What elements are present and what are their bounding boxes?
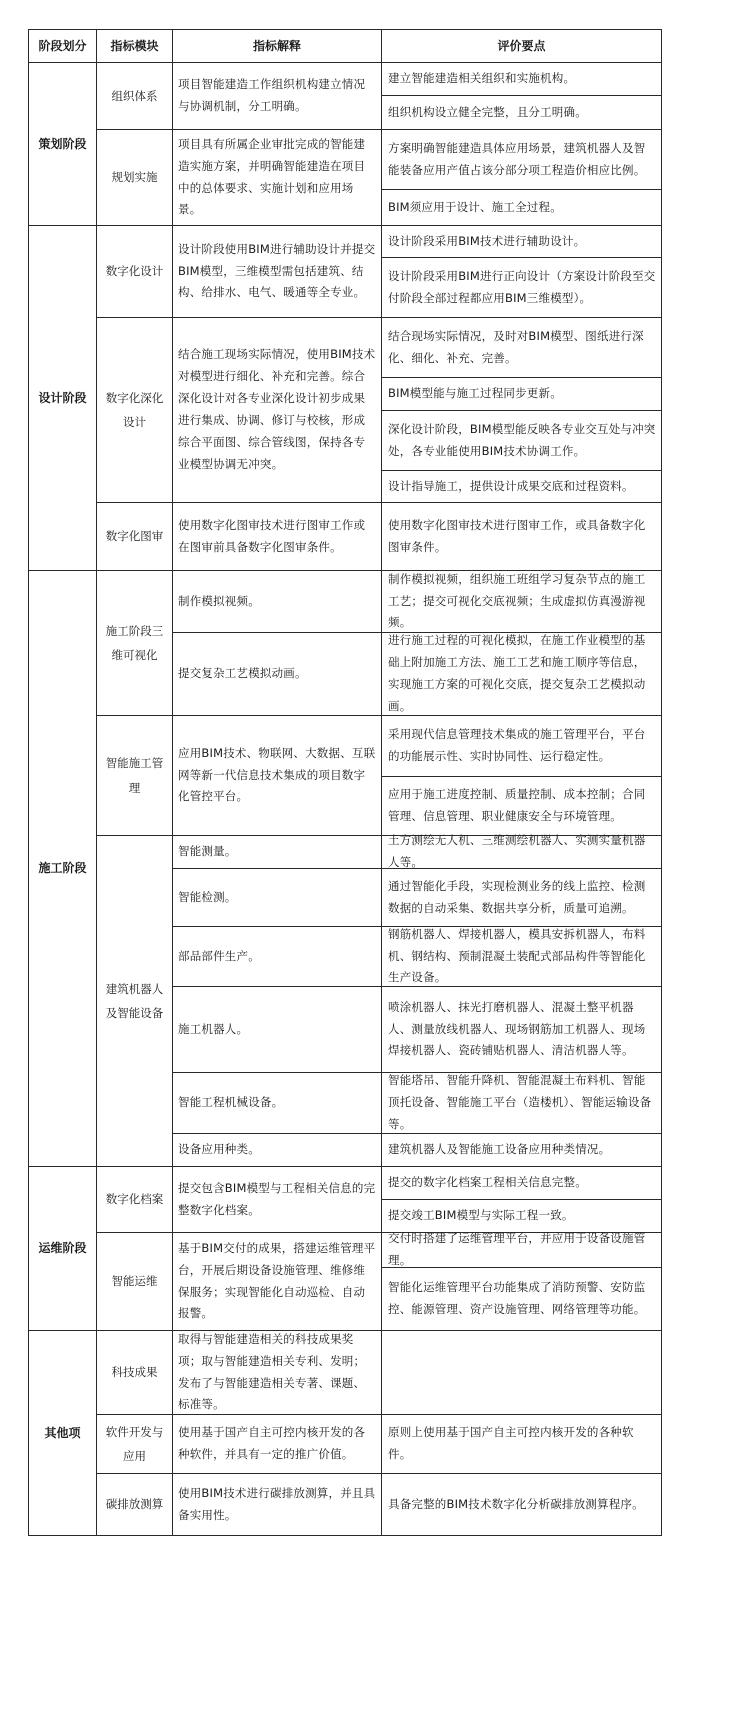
point-cell: 采用现代信息管理技术集成的施工管理平台，平台的功能展示性、实时协同性、运行稳定性。 [381, 715, 662, 777]
explanation-cell: 制作模拟视频。 [172, 570, 382, 633]
header-point: 评价要点 [381, 29, 662, 63]
point-cell: 交付时搭建了运维管理平台，并应用于设备设施管理。 [381, 1232, 662, 1268]
explanation-cell: 应用BIM技术、物联网、大数据、互联网等新一代信息技术集成的项目数字化管控平台。 [172, 715, 382, 836]
header-stage: 阶段划分 [28, 29, 97, 63]
point-cell: 通过智能化手段，实现检测业务的线上监控、检测数据的自动采集、数据共享分析，质量可追溯。 [381, 868, 662, 927]
explanation-cell: 智能检测。 [172, 868, 382, 927]
point-cell: 方案明确智能建造具体应用场景，建筑机器人及智能装备应用产值占该分部分项工程造价相应比例。 [381, 129, 662, 190]
module-smart-management: 智能施工管理 [96, 715, 173, 836]
explanation-cell: 部品部件生产。 [172, 926, 382, 987]
explanation-cell: 项目智能建造工作组织机构建立情况与协调机制，分工明确。 [172, 62, 382, 130]
explanation-cell: 使用基于国产自主可控内核开发的各种软件，并具有一定的推广价值。 [172, 1414, 382, 1474]
header-explanation: 指标解释 [172, 29, 382, 63]
point-cell: 设计指导施工，提供设计成果交底和过程资料。 [381, 470, 662, 503]
module-deep-design: 数字化深化设计 [96, 317, 173, 503]
point-cell: 设计阶段采用BIM技术进行辅助设计。 [381, 225, 662, 258]
point-cell: 土方测绘无人机、三维测绘机器人、实测实量机器人等。 [381, 835, 662, 869]
module-digital-design: 数字化设计 [96, 225, 173, 318]
point-cell: 设计阶段采用BIM进行正向设计（方案设计阶段至交付阶段全部过程都应用BIM三维模型）。 [381, 257, 662, 318]
explanation-cell: 设备应用种类。 [172, 1133, 382, 1167]
header-module: 指标模块 [96, 29, 173, 63]
module-digital-archive: 数字化档案 [96, 1166, 173, 1233]
point-cell: 结合现场实际情况，及时对BIM模型、图纸进行深化、细化、补充、完善。 [381, 317, 662, 378]
stage-design: 设计阶段 [28, 225, 97, 571]
point-cell-empty [381, 1330, 662, 1415]
point-cell: 进行施工过程的可视化模拟，在施工作业模型的基础上附加施工方法、施工工艺和施工顺序等信息，实现施工方案的可视化交底，提交复杂工艺模拟动画。 [381, 632, 662, 716]
point-cell: 组织机构设立健全完整，且分工明确。 [381, 95, 662, 130]
explanation-cell: 设计阶段使用BIM进行辅助设计并提交BIM模型，三维模型需包括建筑、结构、给排水、电气、暖通等全专业。 [172, 225, 382, 318]
point-cell: 具备完整的BIM技术数字化分析碳排放测算程序。 [381, 1473, 662, 1536]
module-software: 软件开发与应用 [96, 1414, 173, 1474]
module-planning: 规划实施 [96, 129, 173, 226]
module-tech-achievement: 科技成果 [96, 1330, 173, 1415]
module-carbon: 碳排放测算 [96, 1473, 173, 1536]
module-robots: 建筑机器人及智能设备 [96, 835, 173, 1167]
module-3d-visualization: 施工阶段三维可视化 [96, 570, 173, 716]
point-cell: 喷涂机器人、抹光打磨机器人、混凝土整平机器人、测量放线机器人、现场钢筋加工机器人、现场焊接机器人、瓷砖铺贴机器人、清洁机器人等。 [381, 986, 662, 1073]
explanation-cell: 提交复杂工艺模拟动画。 [172, 632, 382, 716]
explanation-cell: 施工机器人。 [172, 986, 382, 1073]
module-smart-operation: 智能运维 [96, 1232, 173, 1331]
explanation-cell: 智能工程机械设备。 [172, 1072, 382, 1134]
stage-construction: 施工阶段 [28, 570, 97, 1167]
explanation-cell: 使用数字化图审技术进行图审工作或在图审前具备数字化图审条件。 [172, 502, 382, 571]
point-cell: 提交的数字化档案工程相关信息完整。 [381, 1166, 662, 1200]
point-cell: 智能塔吊、智能升降机、智能混凝土布料机、智能顶托设备、智能施工平台（造楼机）、智能运输设备等。 [381, 1072, 662, 1134]
module-drawing-review: 数字化图审 [96, 502, 173, 571]
point-cell: 原则上使用基于国产自主可控内核开发的各种软件。 [381, 1414, 662, 1474]
explanation-cell: 提交包含BIM模型与工程相关信息的完整数字化档案。 [172, 1166, 382, 1233]
point-cell: 钢筋机器人、焊接机器人，模具安拆机器人，布料机、钢结构、预制混凝土装配式部品构件等智能化生产设备。 [381, 926, 662, 987]
point-cell: 应用于施工进度控制、质量控制、成本控制；合同管理、信息管理、职业健康安全与环境管理。 [381, 776, 662, 836]
stage-planning: 策划阶段 [28, 62, 97, 226]
stage-operation: 运维阶段 [28, 1166, 97, 1331]
explanation-cell: 智能测量。 [172, 835, 382, 869]
point-cell: BIM须应用于设计、施工全过程。 [381, 189, 662, 226]
point-cell: 提交竣工BIM模型与实际工程一致。 [381, 1199, 662, 1233]
explanation-cell: 项目具有所属企业审批完成的智能建造实施方案，并明确智能建造在项目中的总体要求、实施计划和应用场景。 [172, 129, 382, 226]
point-cell: BIM模型能与施工过程同步更新。 [381, 377, 662, 411]
point-cell: 建立智能建造相关组织和实施机构。 [381, 62, 662, 96]
module-organization: 组织体系 [96, 62, 173, 130]
point-cell: 使用数字化图审技术进行图审工作，或具备数字化图审条件。 [381, 502, 662, 571]
point-cell: 深化设计阶段，BIM模型能反映各专业交互处与冲突处，各专业能使用BIM技术协调工作。 [381, 410, 662, 471]
point-cell: 制作模拟视频，组织施工班组学习复杂节点的施工工艺；提交可视化交底视频；生成虚拟仿真漫游视频。 [381, 570, 662, 633]
explanation-cell: 结合施工现场实际情况，使用BIM技术对模型进行细化、补充和完善。综合深化设计对各专业深化设计初步成果进行集成、协调、修订与校核，形成综合平面图、综合管线图，保持各专业模型协调无冲突。 [172, 317, 382, 503]
stage-other: 其他项 [28, 1330, 97, 1536]
point-cell: 智能化运维管理平台功能集成了消防预警、安防监控、能源管理、资产设施管理、网络管理等功能。 [381, 1267, 662, 1331]
explanation-cell: 取得与智能建造相关的科技成果奖项；取与智能建造相关专利、发明；发布了与智能建造相关专著、课题、标准等。 [172, 1330, 382, 1415]
explanation-cell: 基于BIM交付的成果，搭建运维管理平台，开展后期设备设施管理、维修维保服务；实现智能化自动巡检、自动报警。 [172, 1232, 382, 1331]
point-cell: 建筑机器人及智能施工设备应用种类情况。 [381, 1133, 662, 1167]
explanation-cell: 使用BIM技术进行碳排放测算，并且具备实用性。 [172, 1473, 382, 1536]
